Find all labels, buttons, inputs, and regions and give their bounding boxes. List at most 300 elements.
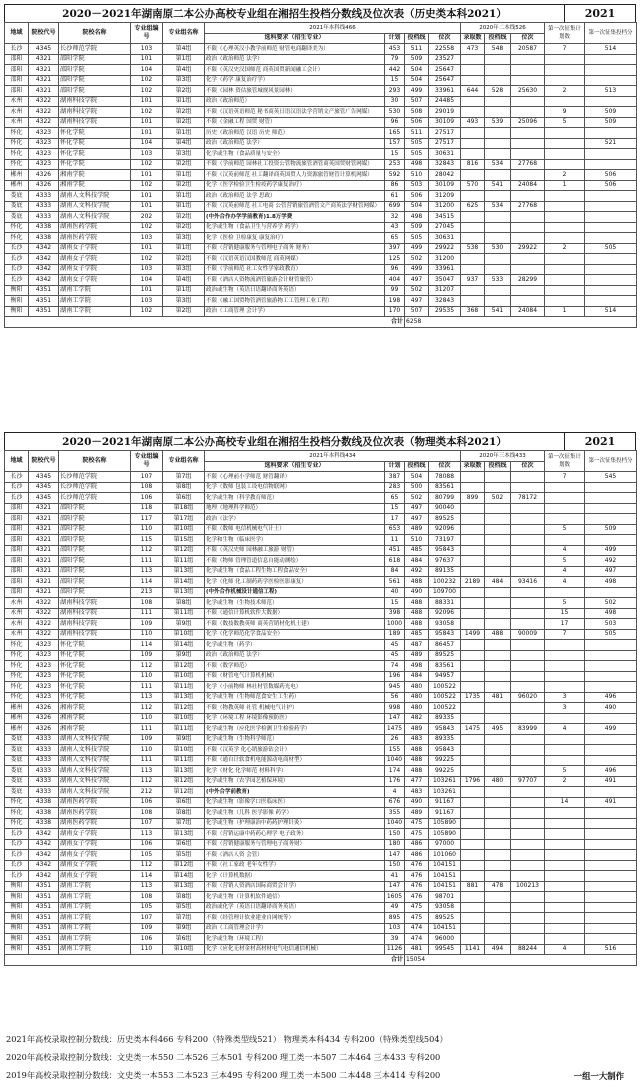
- cell-plan: 1040: [385, 755, 405, 766]
- table-row: [5, 776, 637, 787]
- cell-group-name: 第1组: [163, 96, 205, 107]
- cell-subjects: 化学（计算机数据）: [205, 871, 385, 882]
- cell-school-code: 4333: [29, 766, 59, 777]
- cell-rank: 98701: [429, 892, 461, 903]
- cell-subjects: 地理（地理科学师范）: [205, 503, 385, 514]
- cell-plan: 198: [385, 296, 405, 307]
- cell-rank: 32843: [429, 159, 461, 170]
- cell-first-plan: [545, 671, 585, 682]
- cell-score-2020: 541: [485, 180, 511, 191]
- cell-admitted-2020: [461, 608, 485, 619]
- cell-first-score: [585, 860, 637, 871]
- cell-subjects: 政治（政治师范 法学）: [205, 54, 385, 65]
- cell-school-code: 4351: [29, 923, 59, 934]
- cell-first-score: 491: [585, 776, 637, 787]
- cell-rank-2020: 20587: [511, 44, 545, 55]
- cell-plan: 86: [385, 180, 405, 191]
- col-rank-2020: 位次: [511, 461, 545, 472]
- cell-region: 怀化: [5, 692, 29, 703]
- cell-score: 475: [405, 818, 429, 829]
- cell-school-code: 4333: [29, 212, 59, 223]
- cell-plan: 355: [385, 808, 405, 819]
- cell-region: 怀化: [5, 138, 29, 149]
- cell-school-name: 湖南人文科技学院: [59, 766, 131, 777]
- cell-school-code: 4321: [29, 54, 59, 65]
- cell-subjects: 政治（工商管理会计学）: [205, 923, 385, 934]
- cell-score: 490: [405, 797, 429, 808]
- cell-region: 长沙: [5, 860, 29, 871]
- cell-group-name: 第13组: [163, 766, 205, 777]
- cell-plan: 26: [385, 734, 405, 745]
- cell-first-plan: [545, 871, 585, 882]
- cell-score: 476: [405, 892, 429, 903]
- cell-school-name: 湖南科技学院: [59, 629, 131, 640]
- cell-subjects: 化学或生物（生物师范食安生工生药）: [205, 692, 385, 703]
- cell-school-code: 4321: [29, 503, 59, 514]
- cell-first-score: [585, 671, 637, 682]
- cell-school-name: 长沙师范学院: [59, 482, 131, 493]
- cell-school-name: 邵阳学院: [59, 86, 131, 97]
- cell-school-code: 4322: [29, 117, 59, 128]
- cell-plan: 96: [385, 264, 405, 275]
- cell-group-name: 第2组: [163, 222, 205, 233]
- cell-score-2020: 534: [485, 201, 511, 212]
- cell-rank-2020: [511, 713, 545, 724]
- cell-rank: 27517: [429, 138, 461, 149]
- cell-score-2020: 534: [485, 159, 511, 170]
- table-row: [5, 692, 637, 703]
- cell-subjects: (中外合作机械设计通信工程): [205, 587, 385, 598]
- cell-school-code: 4321: [29, 566, 59, 577]
- cell-school-code: 4326: [29, 170, 59, 181]
- cell-group-name: 第2组: [163, 86, 205, 97]
- cell-first-score: [585, 212, 637, 223]
- cell-rank: 31209: [429, 191, 461, 202]
- table-row: [5, 682, 637, 693]
- cell-group-code: 104: [131, 65, 163, 76]
- cell-school-code: 4321: [29, 65, 59, 76]
- cell-admitted-2020: [461, 264, 485, 275]
- cell-plan: 998: [385, 703, 405, 714]
- cell-plan: 157: [385, 138, 405, 149]
- table-row: [5, 65, 637, 76]
- cell-school-code: 4351: [29, 902, 59, 913]
- table-row: [5, 138, 637, 149]
- cell-score: 497: [405, 275, 429, 286]
- cell-first-plan: [545, 661, 585, 672]
- cell-first-score: 496: [585, 766, 637, 777]
- cell-first-score: [585, 128, 637, 139]
- cell-score: 486: [405, 850, 429, 861]
- band-2021: 2021年本科线466: [205, 23, 461, 34]
- cell-rank: 83561: [429, 482, 461, 493]
- cell-first-plan: 7: [545, 44, 585, 55]
- cell-admitted-2020: [461, 808, 485, 819]
- cell-first-plan: 5: [545, 766, 585, 777]
- cell-school-name: 怀化学院: [59, 692, 131, 703]
- cell-score-2020: 548: [485, 44, 511, 55]
- cell-first-score: [585, 713, 637, 724]
- cell-score: 482: [405, 713, 429, 724]
- cell-region: 衡阳: [5, 285, 29, 296]
- cell-school-name: 邵阳学院: [59, 545, 131, 556]
- cell-group-name: 第4组: [163, 44, 205, 55]
- cell-group-code: 106: [131, 797, 163, 808]
- cell-plan: 1000: [385, 619, 405, 630]
- cell-rank: 29535: [429, 306, 461, 317]
- cell-subjects: 不限（英汉史汉国师范 商英国贸新闻融工会计）: [205, 65, 385, 76]
- table-row: [5, 545, 637, 556]
- cell-school-name: 湖南女子学院: [59, 860, 131, 871]
- cell-first-score: [585, 734, 637, 745]
- table-row: [5, 86, 637, 97]
- cell-region: 怀化: [5, 222, 29, 233]
- cell-plan: 56: [385, 692, 405, 703]
- cell-rank-2020: 78172: [511, 493, 545, 504]
- col-group-code: 专业组编号: [131, 23, 163, 44]
- cell-school-name: 湘南学院: [59, 170, 131, 181]
- cell-rank: 29019: [429, 107, 461, 118]
- cell-plan: 49: [385, 902, 405, 913]
- table-row: [5, 117, 637, 128]
- cell-score: 510: [405, 170, 429, 181]
- cell-first-score: 514: [585, 44, 637, 55]
- cell-rank: 104151: [429, 860, 461, 871]
- cell-rank: 30631: [429, 149, 461, 160]
- cell-first-score: [585, 285, 637, 296]
- table-row: [5, 734, 637, 745]
- cell-plan: 41: [385, 871, 405, 882]
- cell-region: 永州: [5, 598, 29, 609]
- cell-group-code: 103: [131, 296, 163, 307]
- cell-plan: 180: [385, 839, 405, 850]
- cell-school-name: 湖南人文科技学院: [59, 212, 131, 223]
- table-row: [5, 472, 637, 483]
- cell-rank: 73197: [429, 535, 461, 546]
- cell-subjects: 化学或生物（儿科 医学影像 药学）: [205, 808, 385, 819]
- cell-school-code: 4333: [29, 734, 59, 745]
- cell-region: 邵阳: [5, 65, 29, 76]
- cell-school-code: 4351: [29, 934, 59, 945]
- cell-rank: 109700: [429, 587, 461, 598]
- cell-first-score: [585, 275, 637, 286]
- cell-score-2020: 530: [485, 243, 511, 254]
- cell-first-score: [585, 923, 637, 934]
- cell-plan: 45: [385, 640, 405, 651]
- cell-score-2020: [485, 128, 511, 139]
- cell-rank-2020: [511, 598, 545, 609]
- cell-score: 492: [405, 566, 429, 577]
- cell-rank: 33961: [429, 86, 461, 97]
- cell-admitted-2020: 899: [461, 493, 485, 504]
- cell-group-code: 102: [131, 222, 163, 233]
- cell-first-score: [585, 222, 637, 233]
- cell-first-score: [585, 829, 637, 840]
- cell-first-plan: [545, 860, 585, 871]
- cell-group-code: 102: [131, 107, 163, 118]
- cell-rank: 22558: [429, 44, 461, 55]
- cell-rank: 95843: [429, 745, 461, 756]
- cell-admitted-2020: [461, 787, 485, 798]
- cell-admitted-2020: [461, 619, 485, 630]
- cell-group-name: 第3组: [163, 75, 205, 86]
- cell-rank: 31207: [429, 285, 461, 296]
- cell-group-name: 第1组: [163, 170, 205, 181]
- cell-school-name: 湖南医药学院: [59, 797, 131, 808]
- cell-subjects: 化学或生物（食品工程生物工程食品安全）: [205, 566, 385, 577]
- cell-plan: 30: [385, 96, 405, 107]
- cell-score-2020: [485, 871, 511, 882]
- col-score-2020: 投档线: [485, 33, 511, 44]
- cell-score-2020: [485, 514, 511, 525]
- table-row: [5, 619, 637, 630]
- cell-admitted-2020: [461, 472, 485, 483]
- cell-group-code: 112: [131, 545, 163, 556]
- cell-group-name: 第9组: [163, 619, 205, 630]
- cell-subjects: 政治（工商管理 会计学）: [205, 306, 385, 317]
- cell-subjects: 不限（汉语英语师范 秘书商英日语汉语法学营销文产旅管广告网媒）: [205, 107, 385, 118]
- cell-first-score: [585, 682, 637, 693]
- cell-plan: 103: [385, 923, 405, 934]
- cell-first-score: 509: [585, 107, 637, 118]
- cell-first-score: [585, 650, 637, 661]
- cell-score-2020: [485, 96, 511, 107]
- cell-first-score: [585, 902, 637, 913]
- cell-plan: 283: [385, 482, 405, 493]
- cell-group-code: 110: [131, 629, 163, 640]
- cell-school-code: 4351: [29, 892, 59, 903]
- cell-subjects: 不限（园林 资估旅管城规风景园林）: [205, 86, 385, 97]
- cell-score: 502: [405, 285, 429, 296]
- cell-rank-2020: [511, 818, 545, 829]
- cell-admitted-2020: [461, 682, 485, 693]
- cell-region: 怀化: [5, 128, 29, 139]
- cell-group-code: 103: [131, 149, 163, 160]
- cell-admitted-2020: [461, 149, 485, 160]
- cell-subjects: 历史（政治师范 汉语 历史 师范）: [205, 128, 385, 139]
- cell-group-name: 第10组: [163, 629, 205, 640]
- cell-first-plan: [545, 902, 585, 913]
- cell-group-name: 第13组: [163, 829, 205, 840]
- cell-first-plan: 4: [545, 724, 585, 735]
- cell-subjects: 不限（数师 电信机械电气计土）: [205, 524, 385, 535]
- cell-score-2020: [485, 808, 511, 819]
- cell-rank-2020: 93416: [511, 577, 545, 588]
- cell-school-name: 湖南工学院: [59, 934, 131, 945]
- cell-rank: 104151: [429, 881, 461, 892]
- cell-rank-2020: [511, 703, 545, 714]
- cell-plan: 1126: [385, 944, 405, 955]
- cell-region: 娄底: [5, 734, 29, 745]
- cell-first-score: [585, 75, 637, 86]
- cell-rank: 95843: [429, 545, 461, 556]
- cell-school-name: 湖南女子学院: [59, 264, 131, 275]
- cell-subjects: 化学和生物（临床医学）: [205, 535, 385, 546]
- cell-region: 衡阳: [5, 306, 29, 317]
- history-title-bar: [4, 4, 636, 22]
- cell-score: 485: [405, 545, 429, 556]
- cell-plan: 165: [385, 128, 405, 139]
- cell-first-plan: 2: [545, 170, 585, 181]
- table-row: [5, 75, 637, 86]
- cell-group-code: 102: [131, 180, 163, 191]
- cell-first-score: 506: [585, 180, 637, 191]
- cell-rank-2020: [511, 75, 545, 86]
- cell-rank: 103261: [429, 776, 461, 787]
- table-row: [5, 535, 637, 546]
- cell-plan: 404: [385, 275, 405, 286]
- cell-rank: 30109: [429, 180, 461, 191]
- cell-subjects: 政治（政治师范 法学 思政）: [205, 191, 385, 202]
- cell-group-name: 第5组: [163, 850, 205, 861]
- cell-admitted-2020: 1475: [461, 724, 485, 735]
- cell-group-name: 第2组: [163, 306, 205, 317]
- cell-region: 郴州: [5, 724, 29, 735]
- cell-group-name: 第2组: [163, 254, 205, 265]
- cell-score-2020: [485, 472, 511, 483]
- cell-score: 488: [405, 619, 429, 630]
- cell-group-code: 107: [131, 818, 163, 829]
- table-row: [5, 180, 637, 191]
- cell-rank-2020: [511, 902, 545, 913]
- cell-group-name: 第11组: [163, 556, 205, 567]
- table-row: [5, 212, 637, 223]
- cell-school-code: 4326: [29, 724, 59, 735]
- cell-plan: 451: [385, 545, 405, 556]
- cell-rank-2020: 24084: [511, 306, 545, 317]
- col-group-code: 专业组编号: [131, 451, 163, 472]
- cell-group-name: 第13组: [163, 881, 205, 892]
- cell-group-code: 115: [131, 535, 163, 546]
- cell-school-code: 4326: [29, 703, 59, 714]
- cell-rank-2020: 24084: [511, 180, 545, 191]
- cell-rank-2020: [511, 608, 545, 619]
- cell-rank-2020: 25630: [511, 86, 545, 97]
- cell-first-plan: 1: [545, 306, 585, 317]
- table-row: [5, 201, 637, 212]
- cell-first-plan: [545, 96, 585, 107]
- table-row: [5, 661, 637, 672]
- cell-score: 488: [405, 745, 429, 756]
- cell-rank: 25647: [429, 65, 461, 76]
- cell-school-name: 湘南学院: [59, 724, 131, 735]
- cell-school-name: 湖南女子学院: [59, 829, 131, 840]
- cell-score: 499: [405, 243, 429, 254]
- cell-group-name: 第12组: [163, 545, 205, 556]
- total-label: 合计: [5, 317, 405, 328]
- cell-rank-2020: [511, 850, 545, 861]
- cell-group-name: 第4组: [163, 138, 205, 149]
- table-row: [5, 818, 637, 829]
- cell-group-name: 第4组: [163, 275, 205, 286]
- cell-first-score: 497: [585, 566, 637, 577]
- cell-plan: 189: [385, 629, 405, 640]
- cell-score-2020: [485, 650, 511, 661]
- cell-school-name: 邵阳学院: [59, 65, 131, 76]
- cell-group-name: 第9组: [163, 734, 205, 745]
- cell-school-code: 4323: [29, 671, 59, 682]
- cell-region: 邵阳: [5, 75, 29, 86]
- table-row: [5, 944, 637, 955]
- cell-plan: 4: [385, 787, 405, 798]
- cell-first-plan: [545, 640, 585, 651]
- cell-group-name: 第10组: [163, 671, 205, 682]
- cell-first-score: [585, 640, 637, 651]
- cell-score: 500: [405, 482, 429, 493]
- cell-first-score: [585, 503, 637, 514]
- cell-group-name: 第13组: [163, 566, 205, 577]
- cell-group-name: 第6组: [163, 934, 205, 945]
- cell-rank: 89525: [429, 913, 461, 924]
- cell-school-code: 4321: [29, 577, 59, 588]
- cell-plan: 32: [385, 212, 405, 223]
- history-year-label: 2021: [564, 4, 636, 22]
- cell-rank-2020: [511, 285, 545, 296]
- cell-group-name: 第1组: [163, 243, 205, 254]
- cell-group-code: 114: [131, 577, 163, 588]
- cell-score: 504: [405, 472, 429, 483]
- cell-school-code: 4322: [29, 598, 59, 609]
- cell-first-score: 499: [585, 724, 637, 735]
- cell-school-code: 4333: [29, 745, 59, 756]
- cell-school-name: 湖南人文科技学院: [59, 745, 131, 756]
- cell-subjects: 不限（数学师范）: [205, 661, 385, 672]
- cell-rank-2020: [511, 212, 545, 223]
- table-row: [5, 503, 637, 514]
- physics-table-title: 2020－2021年湖南原二本公办高校专业组在湘招生投档分数线及位次表（物理类本科2021）: [4, 432, 564, 450]
- cell-school-name: 怀化学院: [59, 149, 131, 160]
- cell-region: 邵阳: [5, 545, 29, 556]
- table-row: [5, 96, 637, 107]
- cell-group-code: 114: [131, 640, 163, 651]
- cell-rank-2020: [511, 839, 545, 850]
- cell-group-code: 108: [131, 598, 163, 609]
- cell-school-name: 湖南科技学院: [59, 598, 131, 609]
- cell-rank: 99225: [429, 755, 461, 766]
- cell-rank-2020: 27768: [511, 201, 545, 212]
- cell-school-name: 长沙师范学院: [59, 493, 131, 504]
- cell-score: 486: [405, 839, 429, 850]
- cell-first-score: [585, 839, 637, 850]
- cell-subjects: 不限（营销健康服务与管理电子商务财）: [205, 839, 385, 850]
- cell-score-2020: [485, 138, 511, 149]
- cell-first-plan: [545, 159, 585, 170]
- cell-region: 长沙: [5, 850, 29, 861]
- cell-rank-2020: [511, 296, 545, 307]
- cell-admitted-2020: [461, 545, 485, 556]
- cell-rank: 25647: [429, 75, 461, 86]
- table-row: [5, 285, 637, 296]
- col-first-plan: 第一次征集计划数: [545, 23, 585, 44]
- cell-subjects: 化学或生物（计算机软件通信）: [205, 892, 385, 903]
- cell-rank-2020: 27768: [511, 159, 545, 170]
- cell-first-score: [585, 881, 637, 892]
- cell-rank-2020: 83999: [511, 724, 545, 735]
- cell-subjects: 政治（法学）: [205, 514, 385, 525]
- cell-group-name: 第3组: [163, 296, 205, 307]
- table-row: [5, 233, 637, 244]
- cell-school-code: 4321: [29, 535, 59, 546]
- author-signature: 一组一大制作: [573, 1071, 624, 1081]
- cell-subjects: 不限（融工国贸物管酒管旅游物工工管理工业工程）: [205, 296, 385, 307]
- cell-plan: 65: [385, 493, 405, 504]
- cell-subjects: 化学（化师 化工制药药学医检医影康复）: [205, 577, 385, 588]
- col-rank-2020: 位次: [511, 33, 545, 44]
- cell-admitted-2020: [461, 556, 485, 567]
- cell-school-name: 长沙师范学院: [59, 472, 131, 483]
- cell-school-code: 4342: [29, 871, 59, 882]
- cell-school-name: 邵阳学院: [59, 75, 131, 86]
